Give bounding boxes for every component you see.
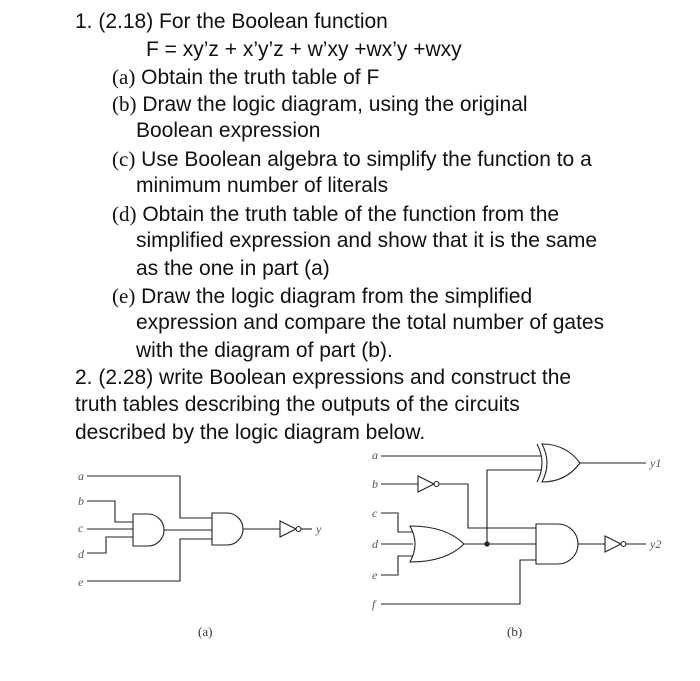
and-gate-1 <box>133 514 164 546</box>
output-y-label: y <box>316 522 322 536</box>
not-gate-bubble <box>296 527 301 532</box>
diagram-b <box>372 444 661 639</box>
not-gate-b-bubble <box>434 482 439 487</box>
input-b-b-label: b <box>372 477 378 491</box>
boolean-function: F = xy’z + x’y’z + w’xy +wx’y +wxy <box>146 38 462 61</box>
part-e-text-2: expression and compare the total number of gates <box>136 311 605 334</box>
input-b-f-label: f <box>372 597 376 611</box>
xor-gate-back <box>537 444 542 482</box>
part-d-text-3: as the one in part (a) <box>136 257 330 280</box>
input-a-label: a <box>78 469 84 483</box>
not-gate-b2 <box>605 536 621 552</box>
and-gate-b <box>536 524 578 564</box>
input-e-label: e <box>78 575 84 589</box>
part-c-label: (c) <box>112 147 136 171</box>
caption-a: (a) <box>198 624 213 639</box>
caption-b: (b) <box>507 624 523 639</box>
question-2-line-3: described by the logic diagram below. <box>75 421 426 444</box>
input-b-c-label: c <box>372 506 378 520</box>
wire-b-f <box>381 560 536 604</box>
not-gate-b2-bubble <box>621 542 626 547</box>
question-1-heading: 1. (2.18) For the Boolean function <box>75 10 388 33</box>
and-gate-2 <box>212 513 243 545</box>
part-c-text: Use Boolean algebra to simplify the function to a <box>141 148 592 171</box>
wire-d <box>87 537 133 553</box>
part-d-text-2: simplified expression and show that it is the same <box>136 229 598 252</box>
part-b-label: (b) <box>112 92 137 116</box>
input-b-d-label: d <box>372 537 378 551</box>
part-c-text-2: minimum number of literals <box>136 174 389 197</box>
part-b-text: Draw the logic diagram, using the original <box>142 93 528 116</box>
part-d-text: Obtain the truth table of the function from the <box>142 203 560 226</box>
output-y1-label: y1 <box>650 456 662 470</box>
input-b-e-label: e <box>372 568 378 582</box>
input-b-label: b <box>78 494 84 508</box>
wire-b-e <box>381 556 413 575</box>
input-d-label: d <box>78 547 84 561</box>
part-e-text: Draw the logic diagram from the simplified <box>141 285 533 308</box>
question-2-line-2: truth tables describing the outputs of the circuits <box>75 393 520 416</box>
part-a-text: Obtain the truth table of F <box>141 66 380 89</box>
question-2-line-1: 2. (2.28) write Boolean expressions and construct the <box>75 366 572 389</box>
part-d-label: (d) <box>112 202 137 226</box>
wire-b-c <box>381 513 413 532</box>
xor-gate <box>542 444 580 482</box>
output-y2-label: y2 <box>650 537 662 551</box>
part-e-text-3: with the diagram of part (b). <box>136 339 393 362</box>
part-b-text-2: Boolean expression <box>136 119 321 142</box>
wire-a <box>87 476 212 518</box>
not-gate <box>280 521 296 537</box>
input-b-a-label: a <box>372 448 378 462</box>
wire-b <box>87 501 133 522</box>
or-gate <box>410 526 464 562</box>
not-gate-b <box>418 476 434 492</box>
diagram-a <box>78 469 322 639</box>
input-c-label: c <box>78 521 84 535</box>
part-a-label: (a) <box>112 65 136 89</box>
part-e-label: (e) <box>112 284 136 308</box>
wire-or-to-xor <box>487 470 541 544</box>
